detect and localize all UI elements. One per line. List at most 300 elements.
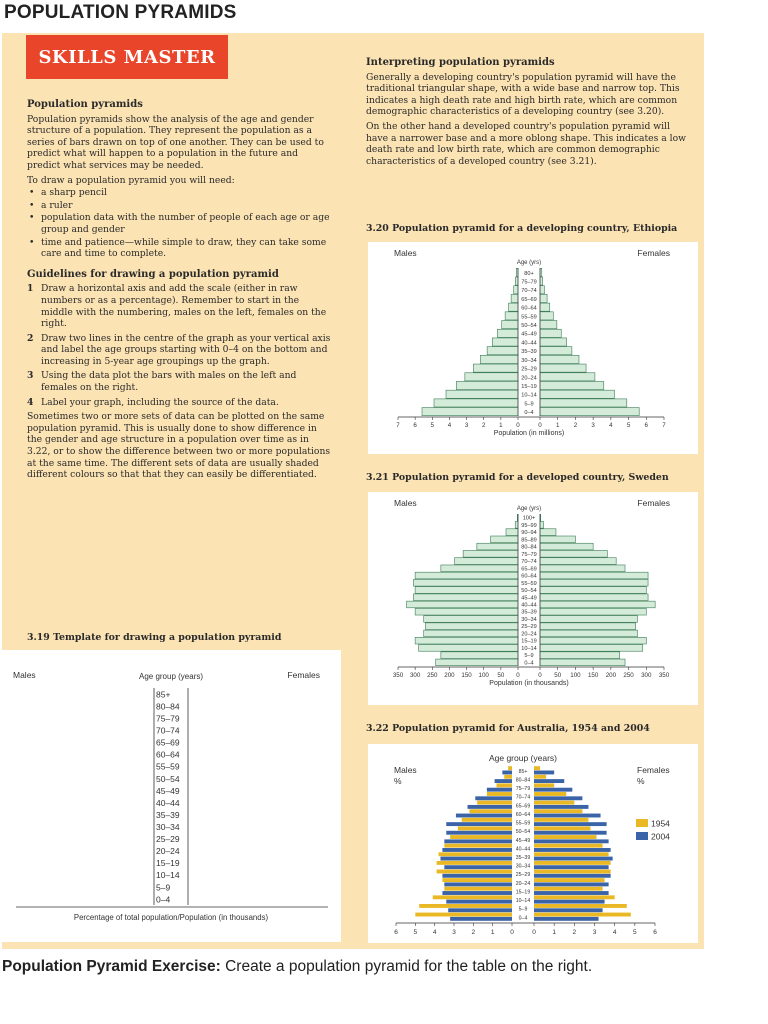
age-group-label: 45–49 (156, 785, 180, 796)
age-group-label: 55–59 (521, 314, 537, 321)
female-bar (540, 579, 648, 586)
x-axis-title: Percentage of total population/Population (in thousands) (73, 913, 269, 922)
x-tick-label: 100 (570, 672, 581, 679)
x-tick-label: 6 (394, 929, 398, 936)
male-bar (505, 312, 518, 320)
age-group-label: 40–44 (515, 846, 531, 853)
male-bar (446, 390, 518, 398)
male-bar-2004 (440, 857, 512, 861)
age-group-label: 45–49 (515, 837, 531, 844)
female-bar (540, 616, 637, 623)
age-group-label: 25–29 (521, 366, 537, 373)
female-bar-2004 (534, 839, 609, 843)
legend-label: 2004 (651, 831, 670, 842)
male-bar (465, 373, 518, 381)
x-tick-label: 2 (572, 929, 577, 936)
male-bar-2004 (450, 917, 512, 921)
bullet-item: • a sharp pencil (27, 187, 332, 199)
female-bar (540, 390, 614, 398)
age-group-label: 0–4 (524, 660, 534, 667)
female-bar-2004 (534, 814, 601, 818)
step-number: 2 (27, 332, 34, 344)
male-bar (425, 623, 518, 630)
age-group-label: 70–74 (515, 794, 531, 801)
age-group-label: 20–24 (521, 631, 537, 638)
age-axis-header: Age (yrs) (516, 260, 542, 266)
x-axis-title: Population (in thousands) (489, 680, 569, 687)
age-group-label: 85+ (156, 689, 171, 700)
age-group-label: 30–34 (156, 822, 180, 833)
x-tick-label: 350 (658, 672, 670, 679)
female-bar (540, 373, 595, 381)
x-tick-label: 5 (413, 929, 418, 936)
female-bar-2004 (534, 874, 611, 878)
step-number: 4 (27, 396, 34, 408)
female-bar (540, 355, 579, 363)
intro-paragraph: Population pyramids show the analysis of the age and gender structure of a population. They represent the population as a series of bars drawn on top of one another. They can be used to predict what will happen to a population in the future and predict what services may be needed. (27, 113, 324, 171)
male-bar-2004 (456, 814, 512, 818)
male-bar (415, 608, 518, 615)
age-group-label: 0–4 (156, 894, 171, 905)
female-bar (540, 364, 586, 372)
male-bar-2004 (442, 848, 512, 852)
male-bar (413, 594, 518, 601)
female-bar-1954 (534, 904, 627, 908)
female-bar (540, 338, 567, 346)
x-tick-label: 3 (464, 422, 469, 429)
x-tick-label: 1 (499, 422, 503, 429)
x-tick-label: 1 (490, 929, 495, 936)
female-bar-2004 (534, 848, 611, 852)
age-group-label: 30–34 (521, 616, 537, 623)
x-tick-label: 250 (427, 672, 438, 679)
age-group-label: 30–34 (515, 863, 531, 870)
age-axis-header: Age (yrs) (516, 506, 542, 512)
sweden-chart (368, 492, 698, 705)
female-bar (540, 303, 550, 311)
female-bar-2004 (534, 779, 564, 783)
female-bar-1954 (534, 792, 566, 796)
female-bar (540, 286, 544, 294)
age-group-label: 65–69 (521, 566, 537, 573)
male-bar-1954 (458, 826, 512, 830)
male-bar-2004 (442, 874, 512, 878)
female-bar-2004 (534, 882, 609, 886)
male-bar-1954 (437, 870, 512, 874)
male-bar (415, 637, 518, 644)
step-item (27, 283, 332, 329)
caption-3-22: 3.22 Population pyramid for Australia, 1954 and 2004 (366, 723, 650, 734)
male-bar-1954 (477, 801, 512, 805)
age-group-label: 55–59 (156, 761, 180, 772)
x-tick-label: 0 (516, 672, 520, 679)
x-tick-label: 6 (644, 422, 649, 429)
caption-3-20: 3.20 Population pyramid for a developing country, Ethiopia (366, 223, 678, 234)
male-bar (491, 536, 518, 543)
male-bar-2004 (475, 796, 512, 800)
step-text: Label your graph, including the source of the data. (41, 396, 279, 408)
age-group-label: 35–39 (156, 809, 180, 820)
female-bar-2004 (534, 857, 613, 861)
male-bar (436, 659, 518, 666)
age-group-label: 15–19 (521, 638, 537, 645)
step-item (27, 370, 332, 393)
step-text: Using the data plot the bars with males on the left and females on the right. (41, 370, 297, 394)
age-group-label: 35–39 (521, 609, 537, 616)
female-bar (540, 543, 593, 550)
age-group-label: 50–54 (521, 323, 537, 330)
age-group-label: 0–4 (524, 410, 534, 417)
x-tick-label: 3 (452, 929, 456, 936)
male-bar-2004 (448, 908, 512, 912)
x-tick-label: 200 (605, 672, 617, 679)
male-bar (455, 558, 518, 565)
female-bar-1954 (534, 801, 574, 805)
age-group-label: 60–64 (515, 811, 531, 818)
right-axis-label: Females (637, 248, 670, 258)
page-title: POPULATION PYRAMIDS (4, 2, 237, 23)
age-group-label: 95–99 (521, 522, 537, 529)
male-bar (515, 277, 518, 285)
age-group-label: 5–9 (524, 653, 534, 660)
x-tick-label: 4 (612, 929, 617, 936)
step-number: 1 (27, 283, 34, 295)
legend-label: 1954 (651, 818, 670, 829)
female-bar-1954 (534, 835, 597, 839)
age-group-label: 45–49 (521, 331, 537, 338)
female-bar-1954 (534, 913, 631, 917)
age-group-label: 90–94 (521, 530, 537, 537)
x-tick-label: 6 (653, 929, 657, 936)
bullet-item: • time and patience—while simple to draw, they can take some care and time to complete. (27, 237, 332, 260)
age-group-label: 40–44 (521, 340, 537, 347)
male-bar (424, 630, 518, 637)
age-group-label: 50–54 (156, 773, 180, 784)
skills-master-banner: SKILLS MASTER (26, 35, 228, 79)
male-bar-1954 (439, 852, 512, 856)
female-bar (540, 399, 627, 407)
australia-chart-panel (368, 744, 698, 943)
male-bar (497, 329, 518, 337)
female-bar (540, 408, 639, 416)
age-group-label: 50–54 (521, 588, 537, 595)
female-bar-1954 (534, 809, 582, 813)
exercise-label: Population Pyramid Exercise: (2, 958, 221, 975)
male-bar (463, 550, 518, 557)
age-group-label: 55–59 (515, 820, 531, 827)
x-tick-label: 3 (591, 422, 595, 429)
male-bar (456, 381, 518, 389)
ethiopia-chart (368, 242, 698, 454)
male-bar (473, 364, 518, 372)
female-bar (540, 294, 547, 302)
male-bar (514, 286, 518, 294)
age-group-label: 10–14 (156, 870, 180, 881)
age-group-label: 25–29 (515, 872, 531, 879)
age-group-label: 60–64 (521, 573, 537, 580)
male-bar-2004 (502, 771, 512, 775)
x-tick-label: 150 (461, 672, 472, 679)
age-group-label: 85–89 (521, 537, 537, 544)
male-bar (487, 347, 518, 355)
female-bar (540, 659, 625, 666)
female-bar (540, 565, 625, 572)
x-tick-label: 4 (432, 929, 437, 936)
step-item (27, 333, 332, 368)
male-bar-1954 (419, 904, 512, 908)
male-bar-2004 (446, 900, 512, 904)
x-axis-title: Population (in millions) (493, 430, 565, 437)
age-group-label: 80+ (524, 270, 534, 277)
template-chart (2, 650, 341, 942)
female-bar-2004 (534, 805, 588, 809)
female-bar (540, 587, 646, 594)
step-number: 3 (27, 370, 34, 382)
age-group-label: 25–29 (521, 624, 537, 631)
step-text: Draw two lines in the centre of the graph as your vertical axis and label the age groups starting with 0–4 on the bottom and increasing in 5-year age groupings up the graph. (41, 332, 331, 367)
age-group-label: 40–44 (156, 797, 180, 808)
male-bar-1954 (462, 818, 512, 822)
age-group-label: 15–19 (515, 889, 531, 896)
age-group-label: 20–24 (156, 846, 180, 857)
female-bar (540, 522, 544, 529)
x-tick-label: 0 (538, 672, 542, 679)
age-group-label: 75–79 (521, 279, 537, 286)
female-bar (540, 381, 604, 389)
male-bar-1954 (504, 775, 512, 779)
x-tick-label: 200 (444, 672, 455, 679)
left-column (27, 99, 332, 484)
right-column (366, 57, 688, 170)
age-group-label: 45–49 (521, 595, 537, 602)
left-axis-label: Males (394, 498, 417, 508)
section-heading: Population pyramids (27, 99, 143, 110)
left-axis-unit: % (394, 776, 402, 786)
step-text: Draw a horizontal axis and add the scale (either in raw numbers or as a percentage). Remember to start in the middle with the numbering, males on the left, females on the right. (41, 283, 327, 330)
legend-swatch-2004 (636, 832, 648, 840)
left-axis-label: Males (13, 670, 36, 680)
age-group-label: 30–34 (521, 357, 537, 364)
guidelines-heading: Guidelines for drawing a population pyramid (27, 268, 279, 280)
age-group-label: 70–74 (156, 725, 180, 736)
age-group-label: 75–79 (521, 551, 537, 558)
male-bar-2004 (446, 822, 512, 826)
male-bar-1954 (437, 861, 512, 865)
female-bar-1954 (534, 878, 605, 882)
step-item (27, 397, 332, 409)
male-bar (413, 579, 518, 586)
age-group-label: 20–24 (515, 880, 531, 887)
female-bar (540, 321, 557, 329)
right-axis-unit: % (637, 776, 645, 786)
female-bar (540, 329, 561, 337)
male-bar-1954 (444, 887, 512, 891)
need-line: To draw a population pyramid you will need: (27, 174, 235, 186)
age-group-label: 0–4 (518, 915, 528, 922)
male-bar (422, 408, 518, 416)
exercise-text: Create a population pyramid for the table on the right. (220, 958, 593, 975)
x-tick-label: 6 (413, 422, 417, 429)
female-bar-2004 (534, 822, 607, 826)
x-tick-label: 7 (396, 422, 400, 429)
female-bar-2004 (534, 796, 582, 800)
male-bar (419, 645, 518, 652)
male-bar (415, 572, 518, 579)
age-group-label: 50–54 (515, 829, 531, 836)
age-group-label: 100+ (522, 515, 536, 522)
x-tick-label: 7 (662, 422, 666, 429)
female-bar (540, 645, 643, 652)
age-group-label: 35–39 (521, 349, 537, 356)
x-tick-label: 0 (516, 422, 520, 429)
age-group-label: 25–29 (156, 834, 180, 845)
x-tick-label: 5 (430, 422, 435, 429)
x-tick-label: 1 (552, 929, 556, 936)
male-bar-2004 (442, 891, 512, 895)
right-axis-label: Females (637, 765, 670, 775)
male-bar (480, 355, 518, 363)
age-group-label: 10–14 (521, 645, 537, 652)
multiple-data-paragraph: Sometimes two or more sets of data can be plotted on the same population pyramid. This is usually done to show difference in the gender and age structure in a population over time as in 3.22, or to show the difference between two or more populations at the same time. The different sets of data are usually shaded different colours so that that they can easily be differentiated. (27, 411, 331, 481)
male-bar-2004 (487, 788, 512, 792)
x-tick-label: 100 (478, 672, 489, 679)
caption-3-21: 3.21 Population pyramid for a developed country, Sweden (366, 472, 669, 483)
age-group-label: 55–59 (521, 580, 537, 587)
male-bar (477, 543, 518, 550)
female-bar-2004 (534, 917, 599, 921)
australia-chart (368, 744, 698, 943)
female-bar (540, 312, 553, 320)
sweden-chart-panel (368, 492, 698, 705)
age-axis-header: Age group (years) (488, 753, 558, 763)
female-bar-2004 (534, 865, 609, 869)
age-group-label: 20–24 (521, 375, 537, 382)
age-group-label: 15–19 (156, 858, 180, 869)
female-bar (540, 347, 572, 355)
male-bar (415, 587, 518, 594)
x-tick-label: 4 (609, 422, 613, 429)
x-tick-label: 0 (532, 929, 536, 936)
x-tick-label: 2 (573, 422, 578, 429)
female-bar (540, 608, 646, 615)
age-group-label: 60–64 (156, 749, 180, 760)
female-bar-2004 (534, 771, 554, 775)
exercise-instruction (2, 958, 592, 976)
age-group-label: 40–44 (521, 602, 537, 609)
female-bar (540, 558, 616, 565)
female-bar-1954 (534, 895, 615, 899)
female-bar (540, 536, 575, 543)
female-bar (540, 594, 648, 601)
age-group-label: 60–64 (521, 305, 537, 312)
female-bar-1954 (534, 766, 540, 770)
age-group-label: 85+ (518, 768, 528, 775)
developing-paragraph: Generally a developing country's population pyramid will have the traditional triangular shape, with a wide base and narrow top. This indicates a high death rate and high birth rate, which are common demographic characteristics of a developing country (see 3.20). (366, 71, 680, 118)
female-bar-1954 (534, 775, 546, 779)
male-bar-2004 (468, 805, 512, 809)
male-bar (515, 522, 518, 529)
caption-3-19: 3.19 Template for drawing a population pyramid (27, 632, 282, 643)
x-tick-label: 50 (497, 672, 505, 679)
right-axis-label: Females (637, 498, 670, 508)
age-group-label: 80–84 (156, 701, 180, 712)
age-group-label: 70–74 (521, 288, 537, 295)
x-tick-label: 5 (626, 422, 631, 429)
male-bar-2004 (444, 882, 512, 886)
female-bar (540, 601, 655, 608)
male-bar (509, 303, 518, 311)
template-chart-panel (2, 650, 341, 942)
age-group-label: 75–79 (515, 786, 531, 793)
female-bar-1954 (534, 818, 588, 822)
male-bar (511, 294, 518, 302)
male-bar-1954 (442, 878, 512, 882)
age-group-label: 5–9 (156, 882, 171, 893)
female-bar-1954 (534, 870, 611, 874)
x-tick-label: 5 (633, 929, 637, 936)
x-tick-label: 4 (447, 422, 452, 429)
x-tick-label: 1 (555, 422, 560, 429)
male-bar-1954 (469, 809, 512, 813)
developed-paragraph: On the other hand a developed country's population pyramid will have a narrower base and a more oblong shape. This indicates a low death rate and low birth rate, which are common demographic characteristics of a developed country (see 3.21). (366, 120, 686, 167)
male-bar-1954 (487, 792, 512, 796)
age-group-label: 65–69 (515, 803, 531, 810)
female-bar (540, 630, 637, 637)
male-bar (492, 338, 518, 346)
x-tick-label: 250 (623, 672, 634, 679)
age-group-label: 10–14 (521, 392, 537, 399)
x-tick-label: 50 (554, 672, 562, 679)
female-bar-2004 (534, 908, 603, 912)
age-group-label: 75–79 (156, 713, 180, 724)
bullet-item: • a ruler (27, 200, 332, 212)
male-bar (506, 529, 518, 536)
age-group-label: 5–9 (524, 401, 534, 408)
age-group-label: 80–84 (515, 777, 531, 784)
x-tick-label: 0 (510, 929, 514, 936)
male-bar-1954 (444, 844, 512, 848)
female-bar-1954 (534, 852, 609, 856)
age-group-label: 65–69 (156, 737, 180, 748)
male-bar (434, 399, 518, 407)
male-bar (441, 652, 518, 659)
male-bar-2004 (495, 779, 512, 783)
x-tick-label: 2 (471, 929, 476, 936)
left-axis-label: Males (394, 765, 417, 775)
female-bar-1954 (534, 861, 611, 865)
x-tick-label: 150 (587, 672, 599, 679)
female-bar (540, 652, 620, 659)
male-bar-1954 (415, 913, 512, 917)
female-bar (540, 637, 646, 644)
x-tick-label: 3 (592, 929, 597, 936)
male-bar (441, 565, 518, 572)
female-bar-1954 (534, 826, 590, 830)
ethiopia-chart-panel (368, 242, 698, 454)
male-bar-2004 (444, 839, 512, 843)
male-bar-1954 (508, 766, 512, 770)
male-bar-2004 (444, 865, 512, 869)
x-tick-label: 300 (409, 672, 421, 679)
age-group-label: 80–84 (521, 544, 537, 551)
bullet-item: • population data with the number of people of each age or age group and gender (27, 212, 332, 235)
age-group-label: 10–14 (515, 898, 531, 905)
female-bar-1954 (534, 783, 554, 787)
female-bar-2004 (534, 891, 609, 895)
female-bar (540, 550, 607, 557)
age-axis-header: Age group (years) (138, 672, 204, 681)
female-bar-2004 (534, 900, 605, 904)
